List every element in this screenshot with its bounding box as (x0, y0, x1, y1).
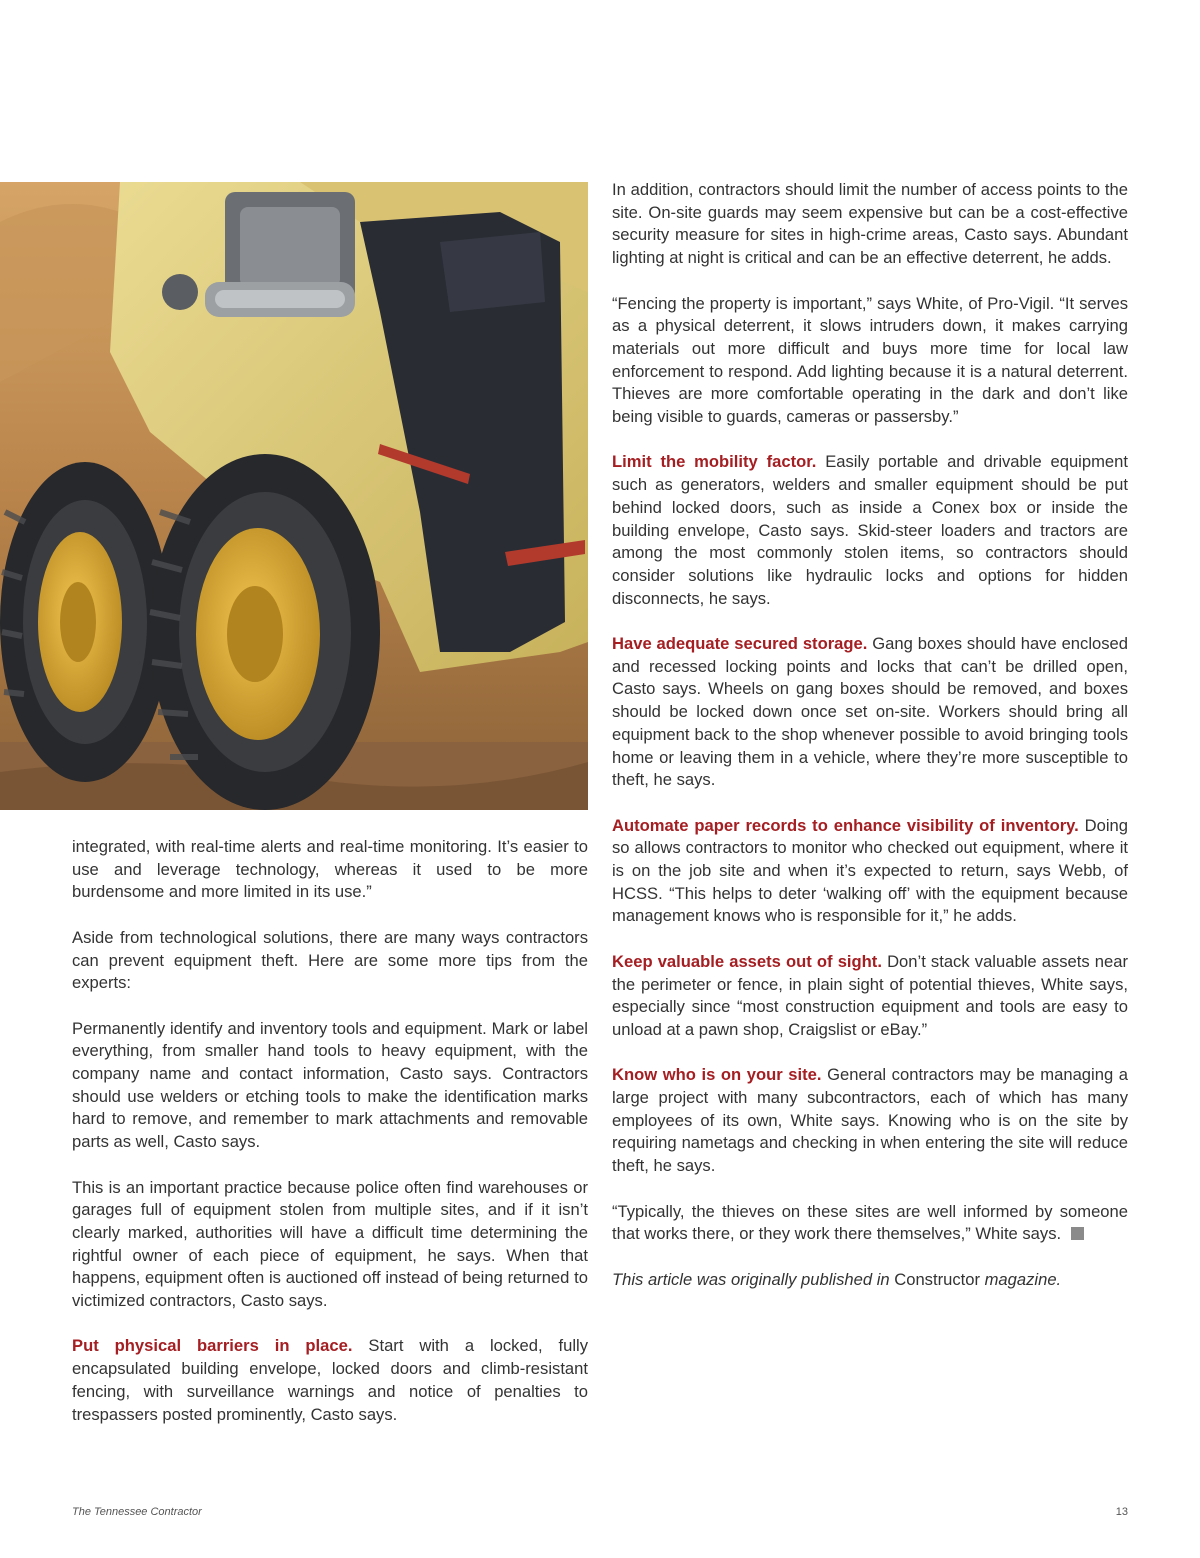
tip-heading: Have adequate secured storage. (612, 634, 868, 654)
tip-body: Gang boxes should have enclosed and recessed locking points and locks that can’t be drilled open, Casto says. Wheels on gang boxes should be removed, and boxes should be locked down once set on-site. Workers should bring all equipment back to the shop whenever possible to avoid bringing tools home or leaving them in a vehicle, where they’re more susceptible to theft, he says. (612, 634, 1129, 790)
end-mark-icon (1071, 1227, 1084, 1240)
paragraph: Aside from technological solutions, there are many ways contractors can prevent equipment theft. Here are some more tips from the experts: (72, 927, 588, 993)
paragraph (612, 1064, 1128, 1178)
article-credit (612, 1269, 1128, 1292)
credit-text: magazine. (980, 1269, 1062, 1289)
tip-body: Doing so allows contractors to monitor who checked out equipment, where it is on the job site and when it’s expected to return, says Webb, of HCSS. “This helps to deter ‘walking off’ with the equipment because management knows who is responsible for it,” he adds. (612, 815, 1129, 926)
paragraph (612, 633, 1128, 792)
paragraph: integrated, with real-time alerts and real-time monitoring. It’s easier to use and leverage technology, whereas it used to be more burdensome and more limited in its use.” (72, 837, 588, 902)
paragraph (612, 815, 1128, 929)
credit-magazine: Constructor (894, 1269, 980, 1289)
left-column (72, 836, 588, 1426)
tip-heading: Put physical barriers in place. (72, 1336, 353, 1356)
paragraph: Permanently identify and inventory tools and equipment. Mark or label everything, from smaller hand tools to heavy equipment, with the company name and contact information, Casto says. Contractors should use welders or etching tools to make the identification marks hard to remove, and remember to mark attachments and removable parts as well, Casto says. (72, 1018, 588, 1152)
tip-body: Start with a locked, fully encapsulated building envelope, locked doors and climb-resistant fencing, with surveillance warnings and notice of penalties to trespassers posted prominently, Casto says. (72, 1336, 588, 1424)
paragraph (72, 1335, 588, 1426)
paragraph (612, 951, 1128, 1042)
tip-body: Easily portable and drivable equipment such as generators, welders and smaller equipment should be put behind locked doors, such as inside a Conex box or inside the building envelope, Casto says. Skid-steer loaders and tractors are among the most commonly stolen items, so contractors should consider solutions like hydraulic locks and options for hidden disconnects, he says. (612, 452, 1128, 608)
tip-heading: Limit the mobility factor. (612, 452, 817, 472)
paragraph: In addition, contractors should limit the number of access points to the site. On-site guards may seem expensive but can be a cost-effective security measure for sites in high-crime areas, Casto says. Abundant lighting at night is critical and can be an effective deterrent, he adds. (612, 180, 1128, 268)
tip-body: Don’t stack valuable assets near the perimeter or fence, in plain sight of potential thieves, White says, especially since “most construction equipment and tools are easy to unload at a pawn shop, Craigslist or eBay.” (612, 951, 1128, 1039)
right-column (612, 179, 1128, 1291)
tip-heading: Keep valuable assets out of sight. (612, 951, 882, 971)
skid-steer-loader-photo (0, 182, 588, 810)
page-number: 13 (1115, 1506, 1128, 1518)
tip-heading: Automate paper records to enhance visibility of inventory. (612, 815, 1079, 835)
footer-publication: The Tennessee Contractor (72, 1506, 202, 1518)
credit-text: This article was originally published in (612, 1269, 895, 1289)
quote-text: “Typically, the thieves on these sites are well informed by someone that works there, or they work there themselves,” White says. (612, 1201, 1128, 1244)
paragraph (612, 451, 1128, 610)
tip-body: General contractors may be managing a large project with many subcontractors, each of which has many employees of its own, White says. Knowing who is on the site by requiring nametags and checking in when entering the site will reduce theft, he says. (612, 1065, 1128, 1176)
tip-heading: Know who is on your site. (612, 1065, 822, 1085)
paragraph: This is an important practice because police often find warehouses or garages full of equipment stolen from multiple sites, and if it isn’t clearly marked, authorities will have a difficult time determining the rightful owner of each piece of equipment, he says. When that happens, equipment often is auctioned off instead of being returned to victimized contractors, Casto says. (72, 1177, 588, 1311)
paragraph (612, 1201, 1128, 1246)
paragraph: “Fencing the property is important,” says White, of Pro-Vigil. “It serves as a physical deterrent, it slows intruders down, it makes carrying materials out more difficult and buys more time for local law enforcement to respond. Add lighting because it is a natural deterrent. Thieves are more comfortable operating in the dark and don’t like being visible to guards, cameras or passersby.” (612, 293, 1128, 427)
